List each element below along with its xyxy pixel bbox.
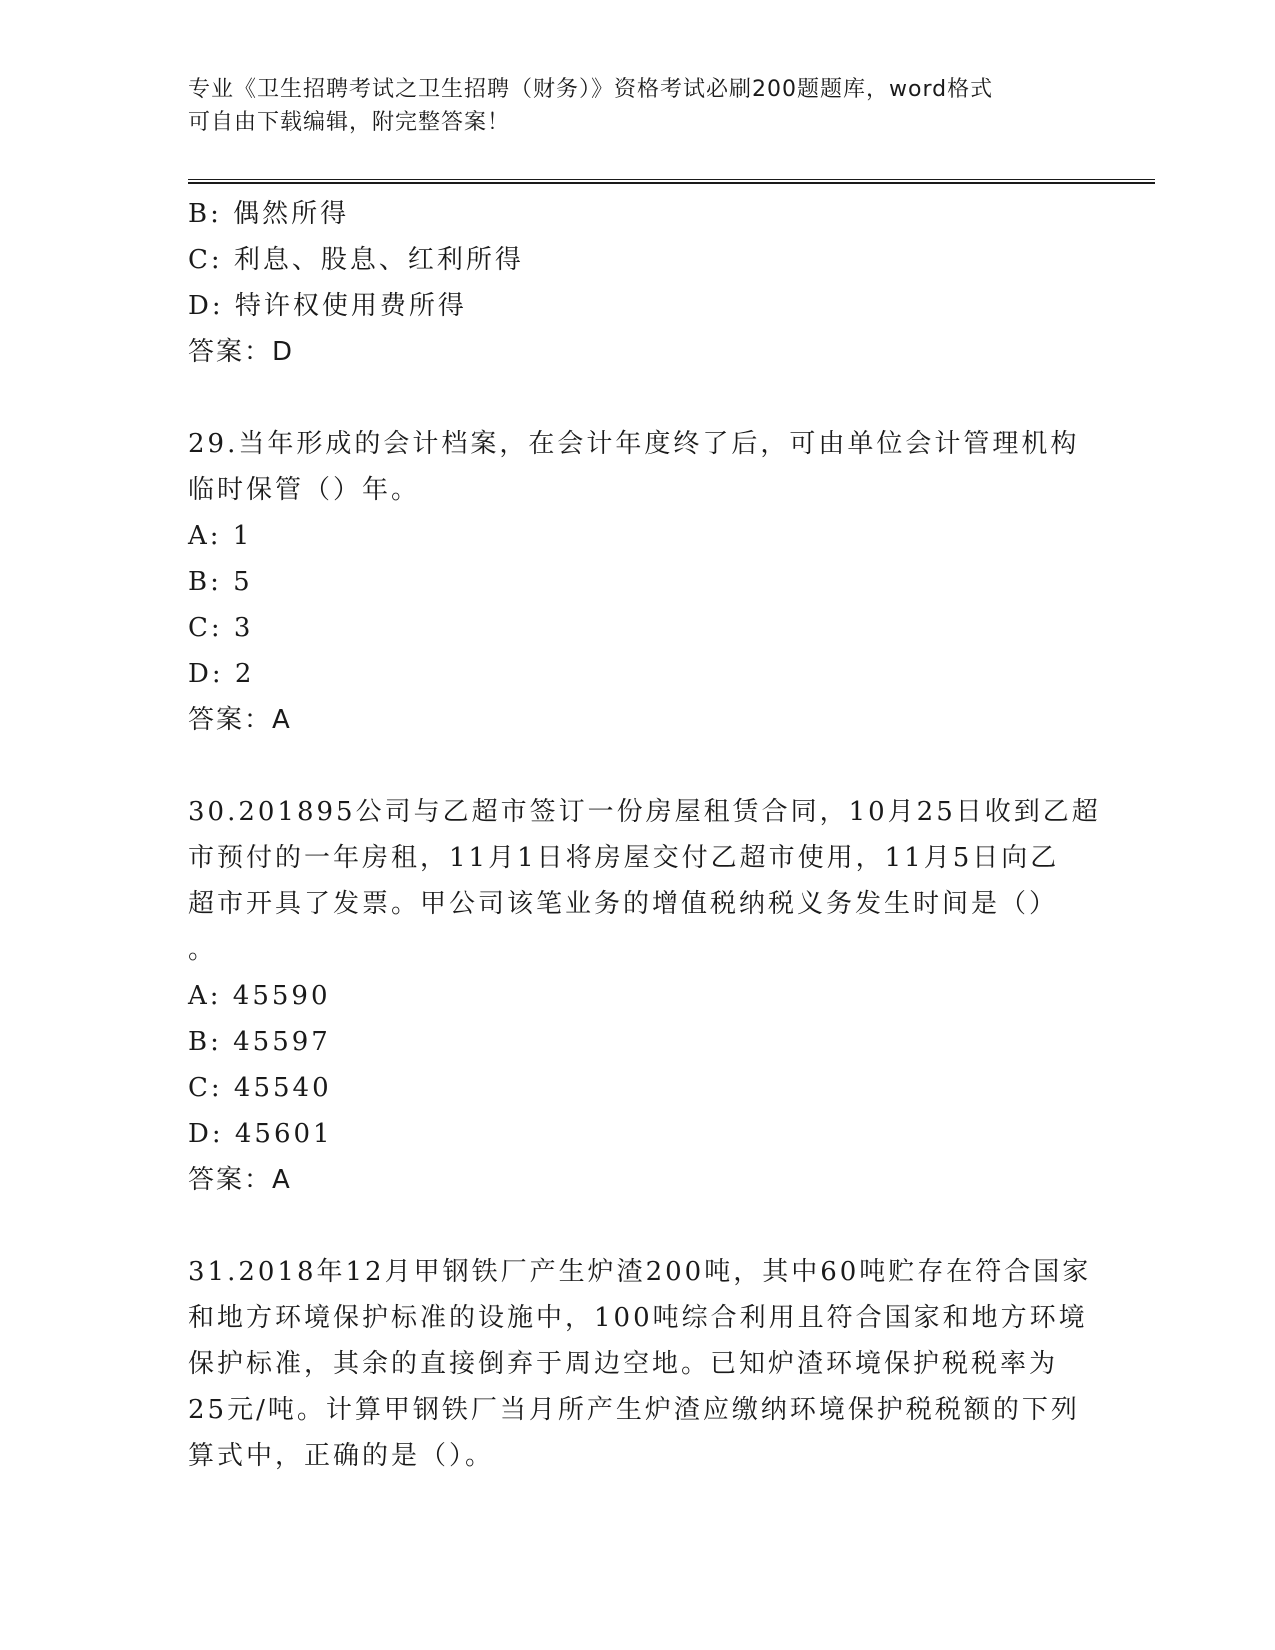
question-text-line: 25元/吨。计算甲钢铁厂当月所产生炉渣应缴纳环境保护税税额的下列: [188, 1395, 1080, 1425]
document-body: [188, 191, 1101, 1479]
question-text-line: 30.201895公司与乙超市签订一份房屋租赁合同，10月25日收到乙超: [188, 797, 1101, 827]
question-text-line: 保护标准，其余的直接倒弃于周边空地。已知炉渣环境保护税税率为: [188, 1349, 1059, 1379]
option-c: C: 利息、股息、红利所得: [188, 245, 524, 275]
question-31: [188, 1249, 1092, 1479]
header-divider-thick: [188, 182, 1155, 184]
question-text-line: 和地方环境保护标准的设施中，100吨综合利用且符合国家和地方环境: [188, 1303, 1088, 1333]
question-text-line: 29.当年形成的会计档案，在会计年度终了后，可由单位会计管理机构: [188, 429, 1080, 459]
document-header: [188, 73, 1088, 139]
answer: 答案：A: [188, 705, 292, 735]
option-d: D: 特许权使用费所得: [188, 291, 467, 321]
question-28: [188, 191, 1088, 375]
header-divider-thin: [188, 179, 1155, 180]
question-29: [188, 421, 1088, 743]
question-text-line: 市预付的一年房租，11月1日将房屋交付乙超市使用，11月5日向乙: [188, 843, 1060, 873]
question-text-line: 临时保管（）年。: [188, 475, 421, 505]
header-line-2: 可自由下载编辑，附完整答案！: [188, 110, 511, 135]
spacer: [188, 743, 1088, 789]
option-c: C: 45540: [188, 1073, 332, 1103]
option-c: C: 3: [188, 613, 254, 643]
question-text-line: 31.2018年12月甲钢铁厂产生炉渣200吨，其中60吨贮存在符合国家: [188, 1257, 1092, 1287]
spacer: [188, 375, 1088, 421]
spacer: [188, 1203, 1088, 1249]
option-b: B: 偶然所得: [188, 199, 350, 229]
answer: 答案：A: [188, 1165, 292, 1195]
option-a: A: 45590: [188, 981, 331, 1011]
option-b: B: 45597: [188, 1027, 331, 1057]
question-text-line: 算式中，正确的是（）。: [188, 1441, 495, 1471]
question-30: [188, 789, 1101, 1203]
question-text-line: 。: [188, 935, 218, 965]
option-d: D: 2: [188, 659, 255, 689]
option-d: D: 45601: [188, 1119, 333, 1149]
question-text-line: 超市开具了发票。甲公司该笔业务的增值税纳税义务发生时间是（）: [188, 889, 1059, 919]
option-a: A: 1: [188, 521, 253, 551]
option-b: B: 5: [188, 567, 253, 597]
answer: 答案：D: [188, 337, 295, 367]
header-line-1: 专业《卫生招聘考试之卫生招聘（财务）》资格考试必刷200题题库，word格式: [188, 77, 994, 102]
